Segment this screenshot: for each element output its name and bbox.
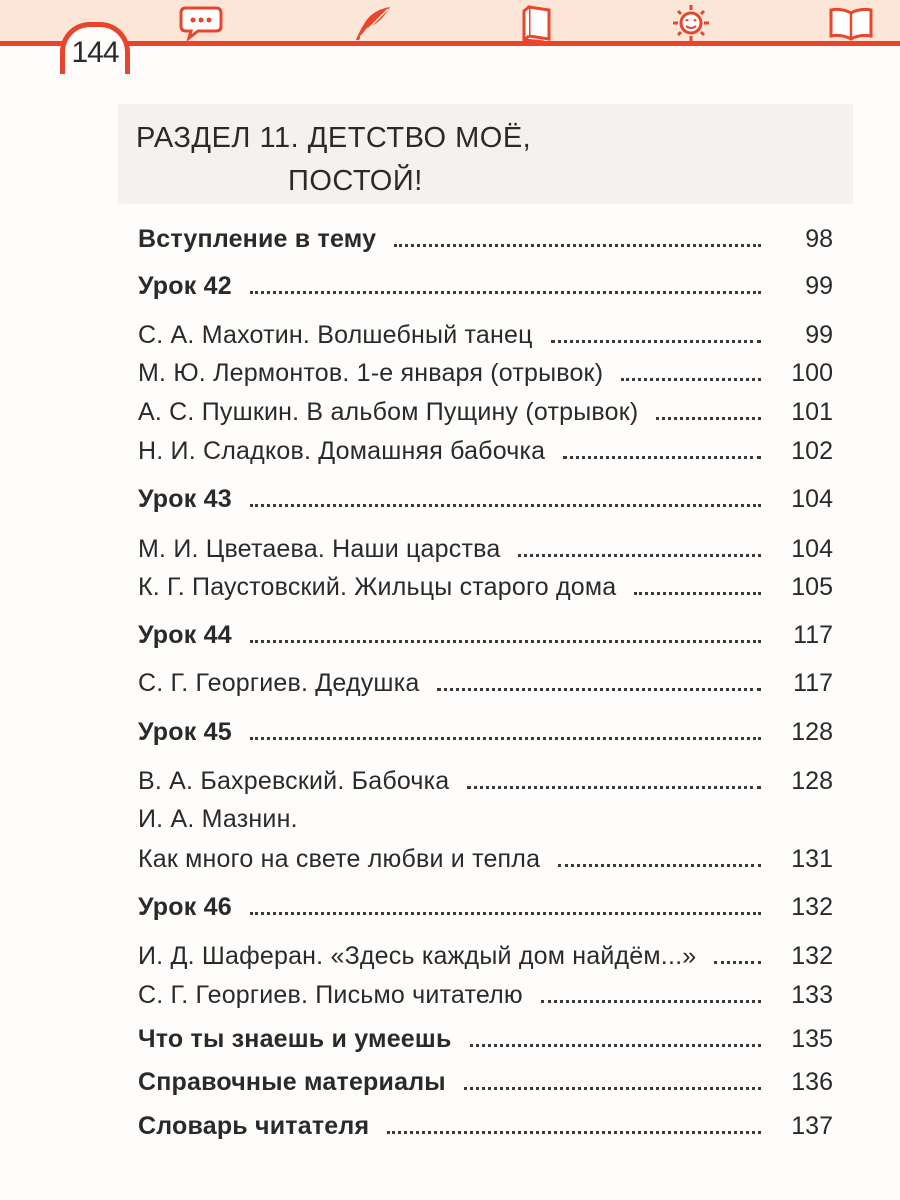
toc-entry-title: К. Г. Паустовский. Жильцы старого дома: [138, 573, 617, 601]
toc-entry: [138, 530, 833, 564]
toc-entry-title: А. С. Пушкин. В альбом Пущину (отрывок): [138, 398, 639, 426]
toc-entry-page: 104: [791, 485, 833, 513]
toc-entry-title: Урок 45: [138, 718, 232, 746]
toc-entry-page: 104: [791, 535, 833, 563]
toc-entry-page: 135: [791, 1025, 833, 1053]
speech-bubble-icon: [178, 4, 224, 42]
toc-entry-page: 101: [791, 398, 833, 426]
book-icon: [515, 4, 561, 42]
dot-leader: [437, 688, 761, 691]
toc-entry-page: 99: [805, 321, 833, 349]
page-number: 144: [71, 36, 119, 69]
toc-entry: [138, 393, 833, 427]
dot-leader: [621, 378, 761, 381]
toc-entry-title: Как много на свете любви и тепла: [138, 845, 541, 873]
toc-entry: [138, 568, 833, 602]
toc-entry-page: 100: [791, 359, 833, 387]
dot-leader: [470, 1044, 761, 1047]
toc-entry-title: Урок 43: [138, 485, 232, 513]
dot-leader: [250, 640, 761, 643]
dot-leader: [464, 1087, 761, 1090]
feather-icon: [350, 4, 396, 42]
dot-leader: [634, 592, 761, 595]
toc-entry-page: 137: [791, 1112, 833, 1140]
toc-entry: [138, 937, 833, 971]
toc-entry: [138, 267, 833, 301]
toc-entry-title: Что ты знаешь и умеешь: [138, 1025, 452, 1053]
toc-entry-page: 136: [791, 1068, 833, 1096]
toc-entry-page: 117: [793, 621, 833, 649]
header-band: [0, 0, 900, 46]
dot-leader: [250, 504, 761, 507]
dot-leader: [518, 554, 761, 557]
toc-entry-title: С. Г. Георгиев. Дедушка: [138, 669, 420, 697]
toc-entry-title: Урок 42: [138, 272, 232, 300]
dot-leader: [656, 417, 761, 420]
toc-entry: [138, 480, 833, 514]
toc-entry-page: 102: [791, 437, 833, 465]
toc-entry: [138, 976, 833, 1010]
toc-entry-title: Вступление в тему: [138, 225, 377, 253]
toc-entry-title: Урок 46: [138, 893, 232, 921]
toc-entry-page: 131: [791, 845, 833, 873]
toc-entry-title: И. А. Мазнин.: [138, 805, 298, 833]
dot-leader: [714, 961, 761, 964]
toc-entry: [138, 354, 833, 388]
toc-entry-page: 132: [791, 893, 833, 921]
toc-entry-title: И. Д. Шаферан. «Здесь каждый дом найдём...»: [138, 942, 697, 970]
toc-entry-page: 117: [793, 669, 833, 697]
toc-entry-title: В. А. Бахревский. Бабочка: [138, 767, 450, 795]
sun-icon: [668, 4, 714, 42]
dot-leader: [387, 1131, 761, 1134]
dot-leader: [558, 864, 761, 867]
toc-entry: [138, 664, 833, 698]
toc-entry: [138, 840, 833, 874]
dot-leader: [563, 456, 761, 459]
toc-entry-page: 99: [805, 272, 833, 300]
dot-leader: [250, 737, 761, 740]
toc-entry-title: Н. И. Сладков. Домашняя бабочка: [138, 437, 546, 465]
dot-leader: [250, 912, 761, 915]
section-title-line2: ПОСТОЙ!: [288, 165, 423, 197]
toc-entry-title: Справочные материалы: [138, 1068, 446, 1096]
section-title-line1: РАЗДЕЛ 11. ДЕТСТВО МОЁ,: [136, 122, 532, 154]
toc-entry: [138, 888, 833, 922]
open-book-icon: [828, 4, 874, 42]
dot-leader: [250, 291, 761, 294]
dot-leader: [551, 340, 761, 343]
toc-entry: [138, 432, 833, 466]
toc-entry-title: Урок 44: [138, 621, 232, 649]
toc-entry-title: М. И. Цветаева. Наши царства: [138, 535, 501, 563]
toc-entry-page: 133: [791, 981, 833, 1009]
toc-entry-title: Словарь читателя: [138, 1112, 370, 1140]
toc-entry-title: М. Ю. Лермонтов. 1-е января (отрывок): [138, 359, 604, 387]
toc-entry-page: 128: [791, 767, 833, 795]
toc-entry-title: С. Г. Георгиев. Письмо читателю: [138, 981, 523, 1009]
toc-entry: [138, 1063, 833, 1097]
toc-entry-page: 132: [791, 942, 833, 970]
dot-leader: [541, 1000, 761, 1003]
dot-leader: [467, 786, 761, 789]
dot-leader: [394, 244, 761, 247]
toc-entry: [138, 1107, 833, 1141]
toc-entry-page: 98: [805, 225, 833, 253]
toc-entry: [138, 316, 833, 350]
toc-entry-page: 128: [791, 718, 833, 746]
toc-entry: [138, 616, 833, 650]
toc-entry: [138, 762, 833, 796]
toc-entry: [138, 713, 833, 747]
toc-entry-page: 105: [791, 573, 833, 601]
toc-entry: [138, 800, 833, 834]
toc-entry-title: С. А. Махотин. Волшебный танец: [138, 321, 533, 349]
toc-entry: [138, 1020, 833, 1054]
toc-entry: [138, 220, 833, 254]
